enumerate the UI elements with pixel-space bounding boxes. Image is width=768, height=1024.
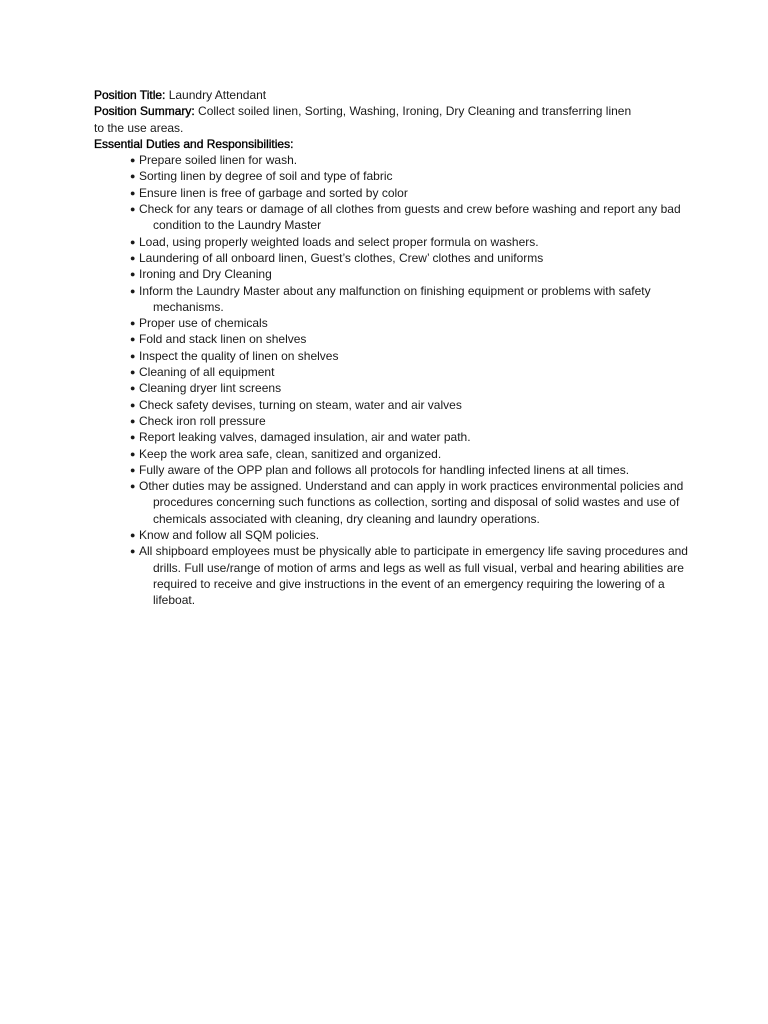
duty-text: Cleaning dryer lint screens: [139, 381, 282, 396]
position-summary-value: Collect soiled linen, Sorting, Washing, Ironing, Dry Cleaning and transferring linen to the use areas.: [94, 104, 632, 135]
position-summary-label: Position Summary:: [94, 104, 195, 119]
bullet-icon: ●: [130, 399, 136, 410]
bullet-icon: ●: [130, 318, 136, 329]
duty-item: [130, 201, 690, 234]
duty-text: Ensure linen is free of garbage and sorted by color: [139, 185, 408, 200]
bullet-icon: ●: [130, 252, 136, 263]
duty-item: [130, 462, 690, 478]
bullet-icon: ●: [130, 155, 136, 166]
duty-text: Load, using properly weighted loads and select proper formula on washers.: [139, 234, 539, 249]
duty-item: [130, 185, 690, 201]
duty-item: [130, 380, 690, 396]
bullet-icon: ●: [130, 204, 136, 215]
duty-item: [130, 364, 690, 380]
bullet-icon: ●: [130, 546, 136, 557]
bullet-icon: ●: [130, 481, 136, 492]
bullet-icon: ●: [130, 285, 136, 296]
position-title-label: Position Title:: [94, 88, 166, 102]
duty-text: Ironing and Dry Cleaning: [139, 267, 272, 282]
bullet-icon: ●: [130, 187, 136, 198]
duty-text: Cleaning of all equipment: [139, 365, 275, 380]
job-description-document: [94, 87, 694, 609]
duty-item: [130, 315, 690, 331]
duty-text: Check safety devises, turning on steam, water and air valves: [139, 397, 462, 412]
duty-item: [130, 348, 690, 364]
duty-text: Fully aware of the OPP plan and follows all protocols for handling infected linens at all times.: [139, 462, 630, 477]
duty-text: Other duties may be assigned. Understand and can apply in work practices environmental policies and procedures concerning such functions as collection, sorting and disposal of solid wastes and use of chemicals associated with cleaning, dry cleaning and laundry operations.: [139, 479, 684, 526]
duty-text: Inspect the quality of linen on shelves: [139, 348, 339, 363]
bullet-icon: ●: [130, 415, 136, 426]
duty-text: Inform the Laundry Master about any malfunction on finishing equipment or problems with safety mechanisms.: [139, 283, 651, 314]
duty-item: [130, 446, 690, 462]
duty-item: [130, 152, 690, 168]
duty-item: [130, 478, 690, 527]
duty-text: Check iron roll pressure: [139, 413, 266, 428]
bullet-icon: ●: [130, 269, 136, 280]
duty-item: [130, 429, 690, 445]
bullet-icon: ●: [130, 530, 136, 541]
position-summary-line: [94, 103, 639, 136]
duty-item: [130, 543, 690, 608]
duty-text: Fold and stack linen on shelves: [139, 332, 307, 347]
bullet-icon: ●: [130, 334, 136, 345]
duty-text: Keep the work area safe, clean, sanitized and organized.: [139, 446, 442, 461]
duty-item: [130, 250, 690, 266]
bullet-icon: ●: [130, 350, 136, 361]
bullet-icon: ●: [130, 171, 136, 182]
duty-item: [130, 283, 690, 316]
bullet-icon: ●: [130, 367, 136, 378]
duties-list: [94, 152, 690, 608]
duty-item: [130, 168, 690, 184]
bullet-icon: ●: [130, 236, 136, 247]
duty-item: [130, 413, 690, 429]
duty-text: Know and follow all SQM policies.: [139, 528, 320, 543]
duty-text: Report leaking valves, damaged insulation, air and water path.: [139, 430, 471, 445]
duty-item: [130, 266, 690, 282]
bullet-icon: ●: [130, 432, 136, 443]
duty-text: All shipboard employees must be physically able to participate in emergency life saving procedures and drills. Full use/range of motion of arms and legs as well as full visual, verbal and hearing abilities are required to receive and give instructions in the event of an emergency requiring the lowering of a lifeboat.: [139, 544, 688, 608]
duty-text: Check for any tears or damage of all clothes from guests and crew before washing and report any bad condition to the Laundry Master: [139, 202, 681, 233]
duty-item: [130, 397, 690, 413]
bullet-icon: ●: [130, 448, 136, 459]
position-title-line: [94, 87, 694, 103]
duty-item: [130, 234, 690, 250]
duty-text: Laundering of all onboard linen, Guest’s clothes, Crew’ clothes and uniforms: [139, 250, 544, 265]
duty-text: Prepare soiled linen for wash.: [139, 153, 298, 168]
duty-text: Sorting linen by degree of soil and type of fabric: [139, 169, 393, 184]
bullet-icon: ●: [130, 464, 136, 475]
duty-text: Proper use of chemicals: [139, 316, 268, 331]
bullet-icon: ●: [130, 383, 136, 394]
duty-item: [130, 331, 690, 347]
duty-item: [130, 527, 690, 543]
duties-heading: Essential Duties and Responsibilities:: [94, 136, 294, 151]
position-title-value: Laundry Attendant: [165, 88, 267, 102]
